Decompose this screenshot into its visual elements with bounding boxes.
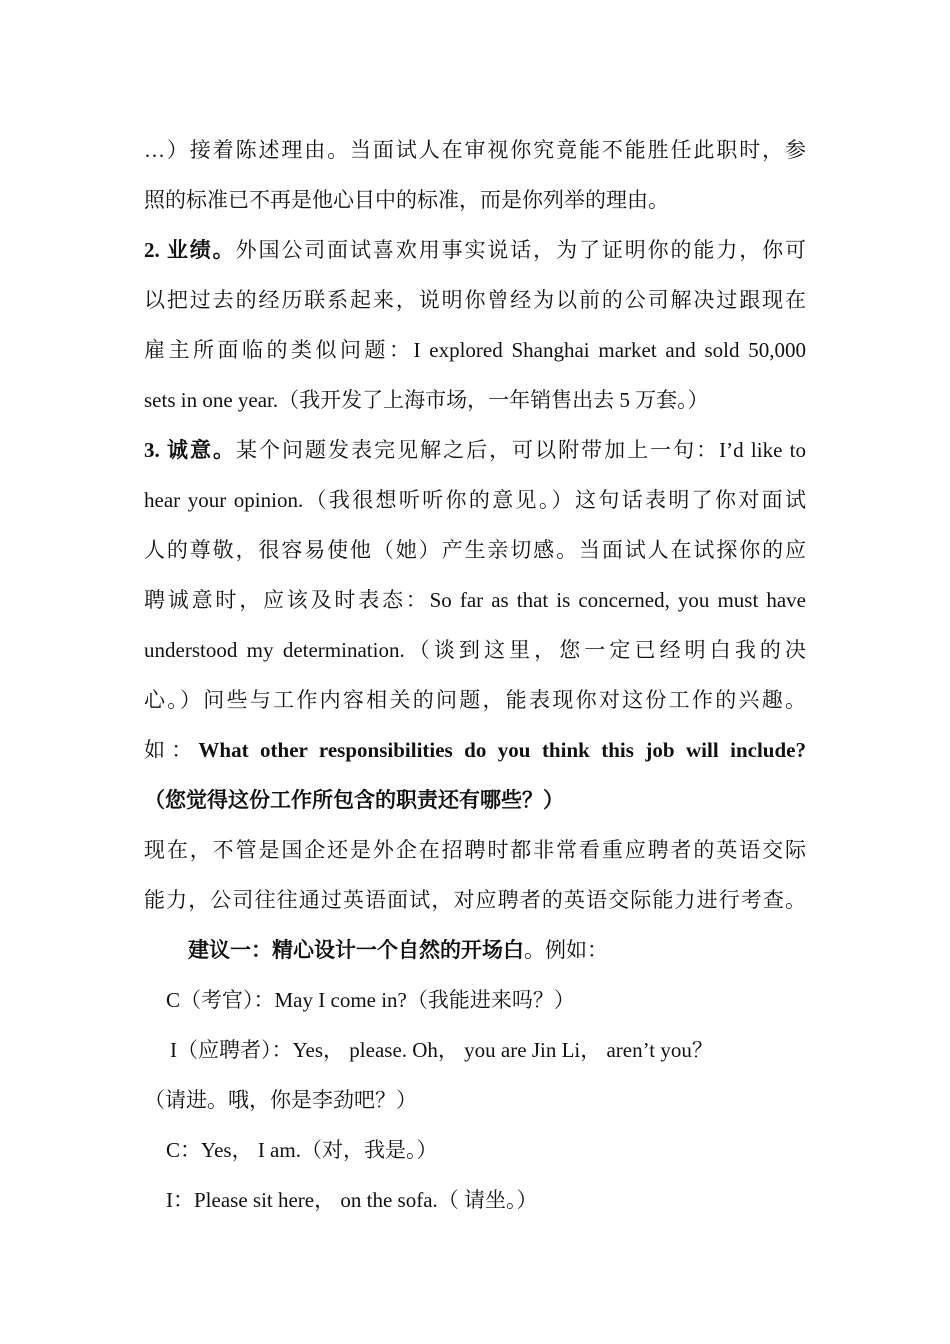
paragraph-line: [144, 375, 806, 425]
text-run: I（应聘者）：Yes， please. Oh， you are Jin Li， aren’t you？: [170, 1038, 713, 1062]
text-run: 如：: [144, 738, 199, 762]
text-run: hear your opinion.（我很想听听你的意见。）这句话表明了你对面试: [144, 488, 806, 512]
paragraph-line: [144, 325, 806, 375]
text-run: 某个问题发表完见解之后，可以附带加上一句：I’d like to: [236, 438, 806, 462]
document-page: [144, 125, 806, 1225]
dialog-line: [144, 1075, 806, 1125]
text-run: （请进。哦，你是李劲吧？）: [144, 1088, 417, 1112]
bold-question-run: （您觉得这份工作所包含的职责还有哪些？）: [144, 788, 564, 812]
paragraph-line: [144, 275, 806, 325]
paragraph-line: [144, 125, 806, 175]
paragraph-line: [144, 675, 806, 725]
text-run: 人的尊敬，很容易使他（她）产生亲切感。当面试人在试探你的应: [144, 538, 806, 562]
heading-run: 建议一：精心设计一个自然的开场白: [188, 938, 524, 962]
section-heading-performance: [144, 225, 806, 275]
text-run: 外国公司面试喜欢用事实说话，为了证明你的能力，你可: [235, 238, 807, 262]
text-run: C：Yes， I am.（对，我是。）: [166, 1138, 438, 1162]
paragraph-line: [144, 875, 806, 925]
heading-run: 3. 诚意。: [144, 438, 237, 462]
paragraph-line: [144, 575, 806, 625]
dialog-line: [144, 1025, 806, 1075]
text-run: 以把过去的经历联系起来，说明你曾经为以前的公司解决过跟现在: [144, 288, 806, 312]
text-run: C（考官）：May I come in?（我能进来吗？）: [166, 988, 575, 1012]
dialog-line: [144, 1175, 806, 1225]
section-heading-sincerity: [144, 425, 806, 475]
bold-question-run: What other responsibilities do you think this job will include?: [198, 738, 806, 762]
paragraph-line: [144, 625, 806, 675]
heading-run: 2. 业绩。: [144, 238, 236, 262]
text-run: 雇主所面临的类似问题：I explored Shanghai market and sold 50,000: [144, 338, 806, 362]
text-run: 照的标准已不再是他心目中的标准，而是你列举的理由。: [144, 188, 669, 212]
paragraph-line: [144, 775, 806, 825]
suggestion-heading: [144, 925, 806, 975]
text-run: understood my determination.（谈到这里，您一定已经明白我的决: [144, 638, 806, 662]
text-run: I：Please sit here， on the sofa.（ 请坐。）: [166, 1188, 538, 1212]
paragraph-line: [144, 175, 806, 225]
text-run: sets in one year.（我开发了上海市场，一年销售出去 5 万套。）: [144, 388, 709, 412]
dialog-line: [144, 975, 806, 1025]
paragraph-line: [144, 825, 806, 875]
paragraph-line: [144, 525, 806, 575]
text-run: 能力，公司往往通过英语面试，对应聘者的英语交际能力进行考查。: [144, 888, 806, 912]
paragraph-line: [144, 475, 806, 525]
paragraph-line: [144, 725, 806, 775]
text-run: 。例如：: [524, 938, 608, 962]
text-run: 心。）问些与工作内容相关的问题，能表现你对这份工作的兴趣。: [144, 688, 806, 712]
text-run: 聘诚意时，应该及时表态：So far as that is concerned, you must have: [144, 588, 806, 612]
text-run: …）接着陈述理由。当面试人在审视你究竟能不能胜任此职时，参: [144, 138, 806, 162]
text-run: 现在，不管是国企还是外企在招聘时都非常看重应聘者的英语交际: [144, 838, 806, 862]
dialog-line: [144, 1125, 806, 1175]
